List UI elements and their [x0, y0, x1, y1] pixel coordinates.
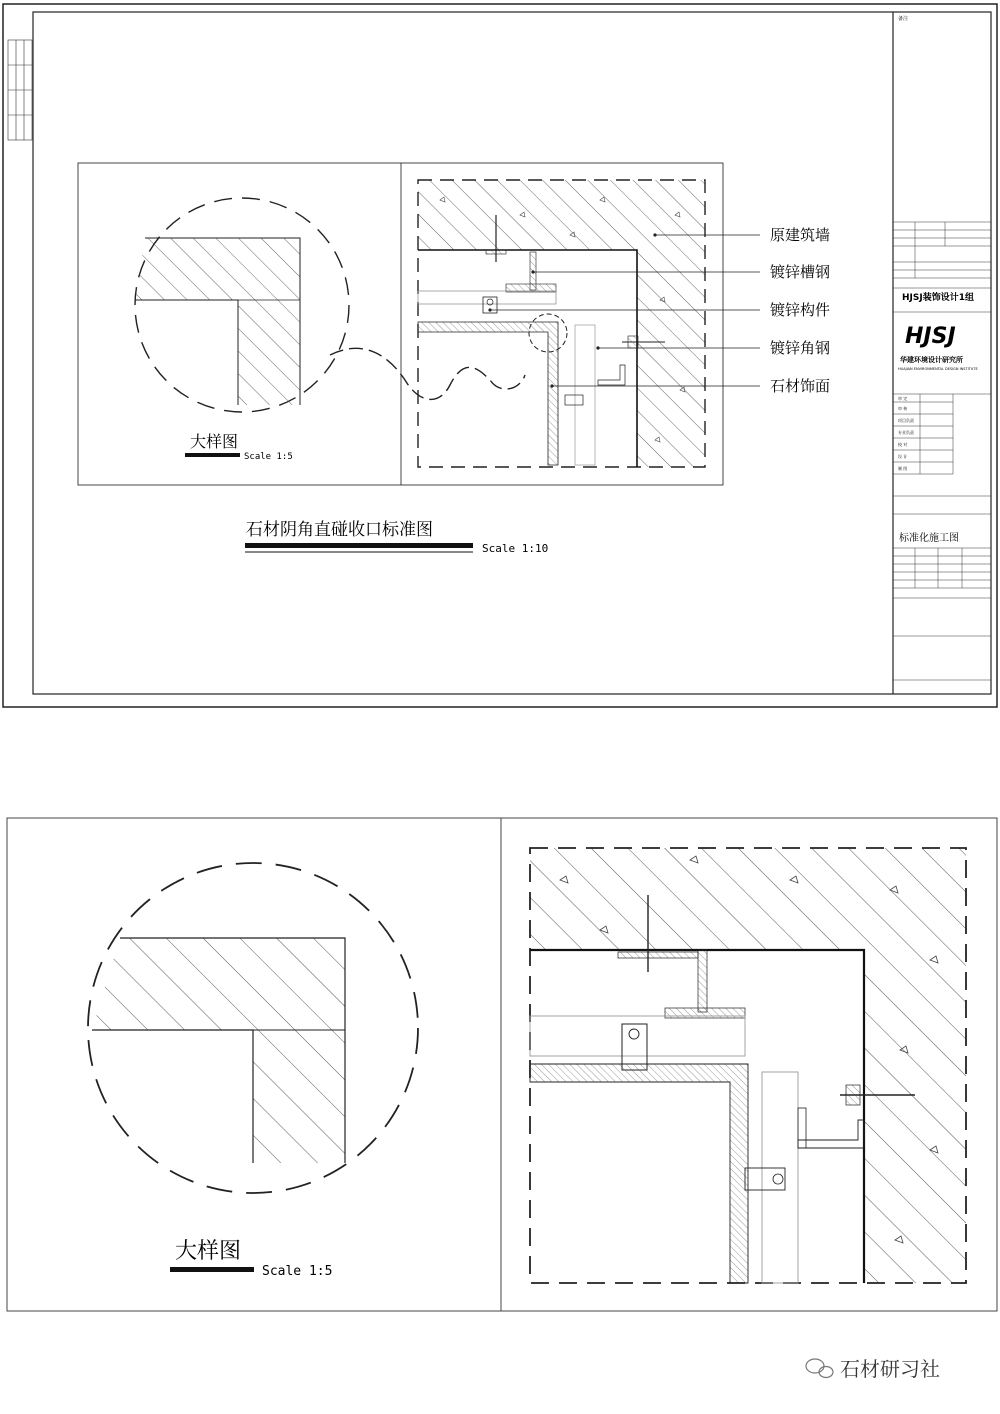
detail-circle-small [135, 198, 349, 412]
wechat-icon [806, 1359, 833, 1378]
watermark-text: 石材研习社 [840, 1357, 940, 1381]
main-scale: Scale 1:10 [482, 542, 549, 555]
zoom-sheet [7, 818, 997, 1311]
drawing-frame [33, 12, 991, 694]
binding-strip [8, 40, 32, 140]
zoom-detail-scale: Scale 1:5 [262, 1264, 333, 1279]
section-drawing [418, 180, 760, 467]
detail-title: 大样图 [190, 432, 239, 451]
row-check: 校 对 [898, 442, 908, 447]
drawing-name: 标准化施工图 [899, 533, 959, 544]
sheet-border [3, 4, 997, 707]
zoom-detail-title: 大样图 [175, 1239, 242, 1264]
company-name: 华建环境设计研究所 [900, 356, 963, 364]
hjsj-logo: HJSJ [905, 324, 956, 349]
top-sheet [3, 4, 997, 707]
company-name-en: HUAJIAN ENVIRONMENTAL DESIGN INSTITUTE [898, 367, 978, 371]
detail-scale: Scale 1:5 [244, 452, 293, 462]
row-draft: 制 图 [898, 466, 908, 471]
callout-channel-steel: 镀锌槽钢 [770, 263, 831, 281]
watermark [806, 1359, 833, 1378]
callout-stone-facing: 石材饰面 [770, 377, 831, 395]
title-block [893, 12, 991, 694]
callout-original-wall: 原建筑墙 [770, 226, 831, 244]
notes-label: 备注 [898, 16, 909, 22]
callout-component: 镀锌构件 [770, 301, 831, 319]
project-group: HJSJ装饰设计1组 [902, 293, 974, 303]
row-review: 审 核 [898, 406, 908, 411]
detail-circle-large [88, 863, 418, 1193]
callout-angle-steel: 镀锌角钢 [770, 339, 831, 357]
section-drawing-large [530, 848, 966, 1283]
row-discipline-lead: 专业负责 [898, 430, 914, 435]
row-project-lead: 项目负责 [898, 418, 914, 423]
row-approve: 审 定 [898, 396, 908, 401]
main-title: 石材阴角直碰收口标准图 [246, 520, 433, 540]
row-design: 设 计 [898, 454, 908, 459]
